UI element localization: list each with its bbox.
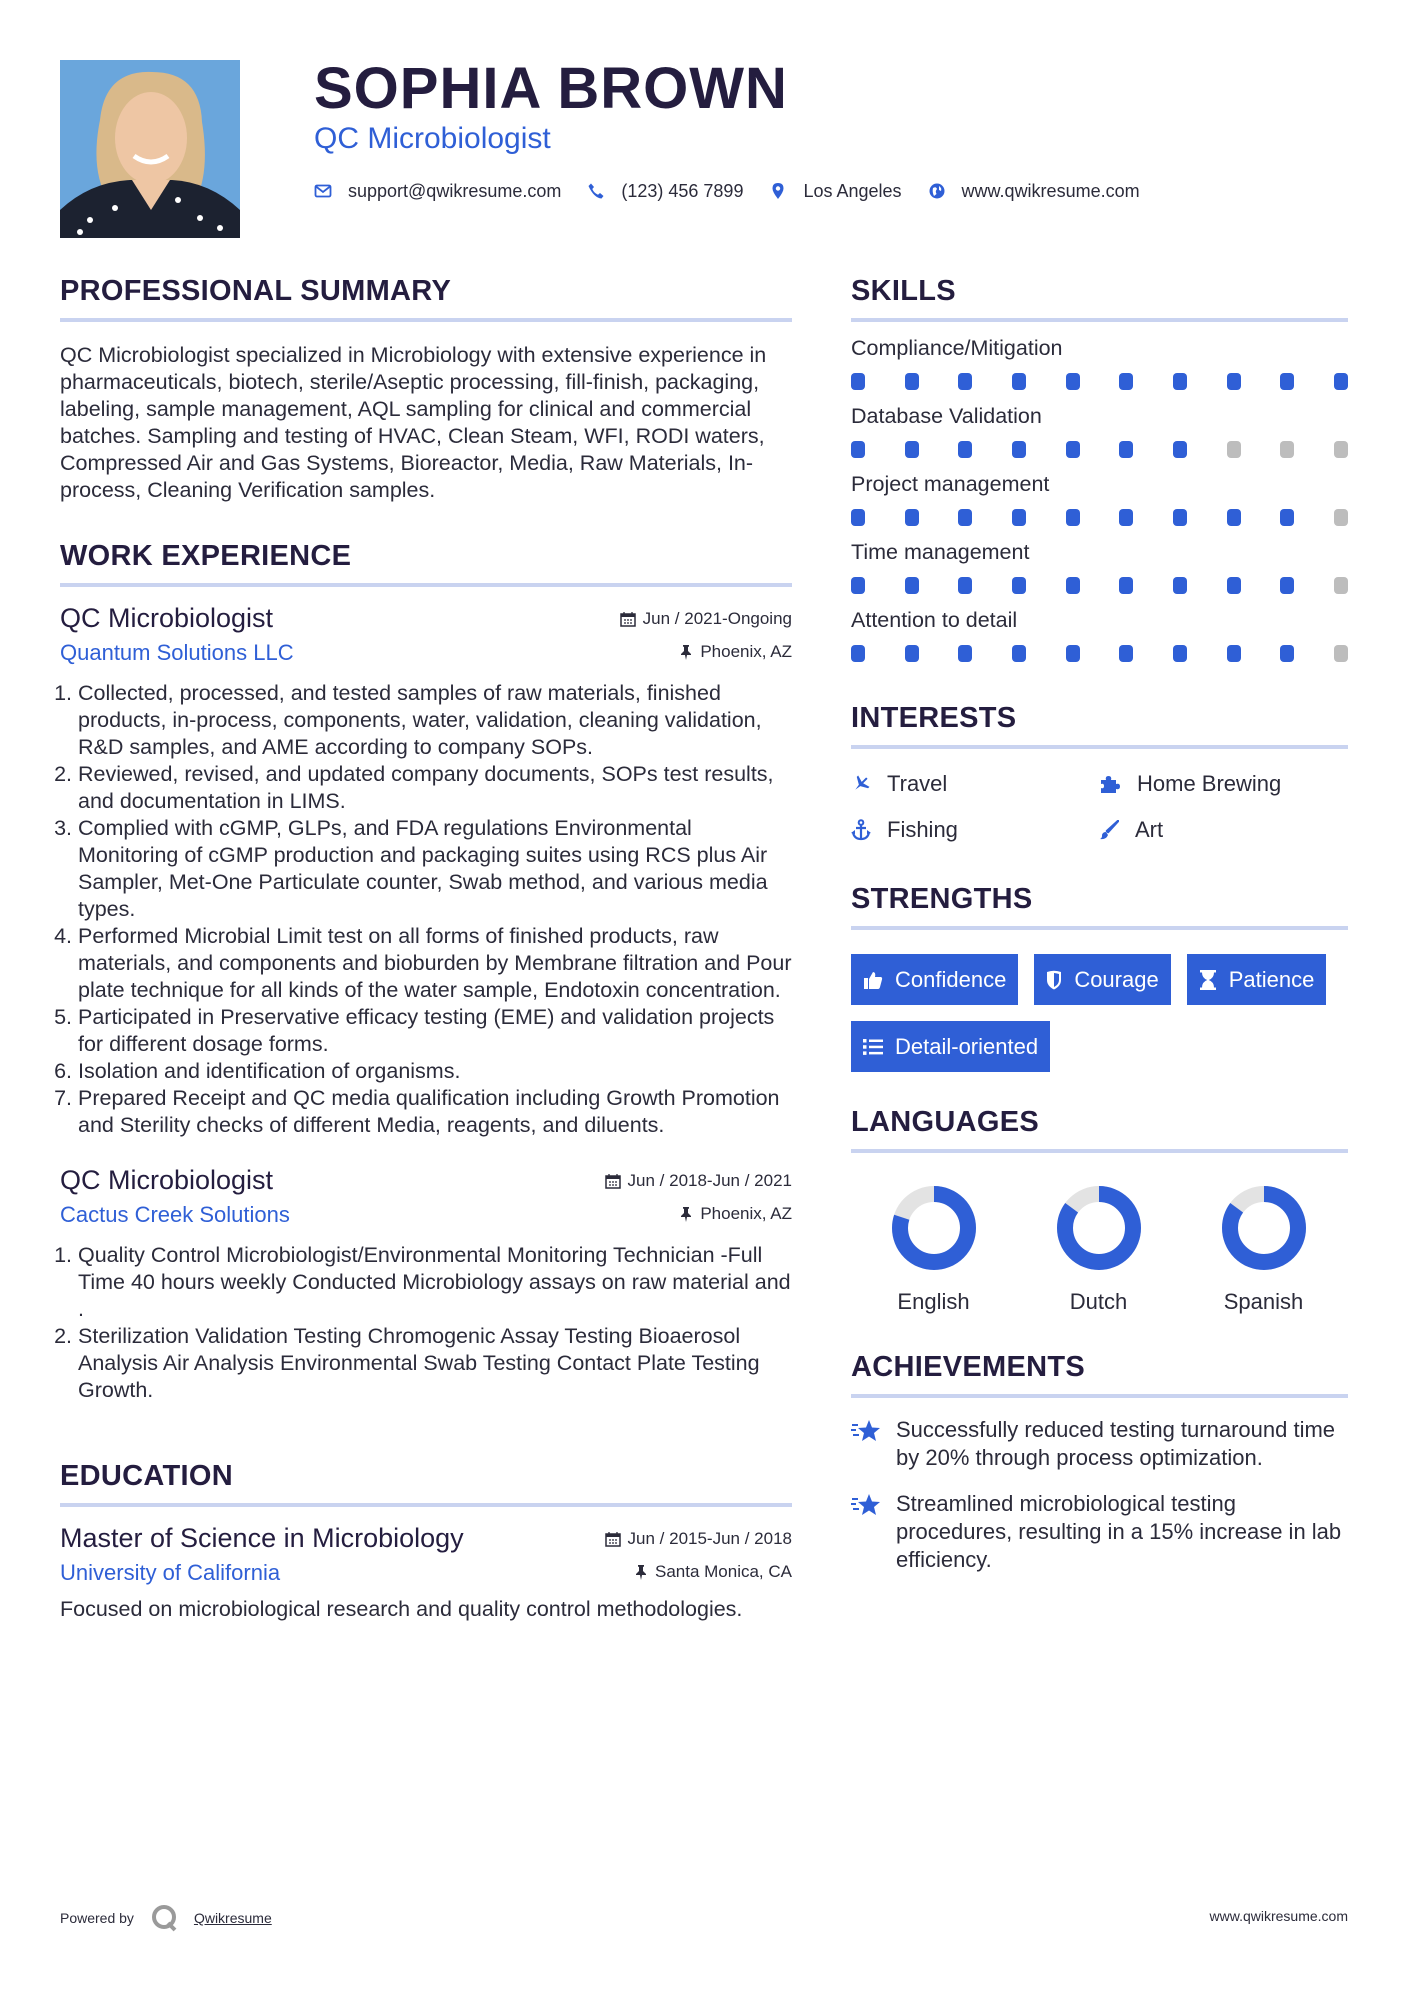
powered-by-label: Powered by	[60, 1910, 134, 1926]
rating-dot-filled	[1280, 645, 1294, 662]
skill-item	[851, 336, 1348, 390]
rating-dot-filled	[1066, 373, 1080, 390]
star-speed-icon	[851, 1492, 883, 1518]
rating-dot-filled	[1173, 577, 1187, 594]
education-heading: EDUCATION	[60, 1460, 792, 1507]
contact-phone[interactable]: (123) 456 7899	[621, 180, 744, 201]
rating-dot-filled	[851, 509, 865, 526]
map-marker-icon	[769, 182, 787, 200]
language-item	[1181, 1185, 1346, 1315]
brand-link[interactable]: Qwikresume	[193, 1910, 272, 1926]
list-item: 4. Performed Microbial Limit test on all forms of finished products, raw materials, and components and bioburden by Membrane filtration and Pour plate technique for all kinds of the water sample, Endotoxin concentration.	[78, 923, 792, 1004]
strength-label: Detail-oriented	[895, 1033, 1039, 1059]
education-description: Focused on microbiological research and quality control methodologies.	[60, 1597, 743, 1621]
strengths-list	[851, 954, 1348, 1072]
education-dates-text: Jun / 2015-Jun / 2018	[627, 1529, 792, 1548]
skill-item	[851, 404, 1348, 458]
rating-dot-filled	[1227, 509, 1241, 526]
job-title: QC Microbiologist	[60, 1165, 274, 1195]
footer-powered	[60, 1903, 272, 1933]
interest-label: Travel	[887, 771, 948, 796]
left-column	[60, 275, 792, 1623]
rating-dot-filled	[1227, 577, 1241, 594]
skill-item	[851, 540, 1348, 594]
list-item: 1. Collected, processed, and tested samples of raw materials, finished products, in-process, components, water, validation, cleaning validation, R&D samples, and AME according to company SOPs.	[78, 680, 792, 761]
duties-list	[60, 1242, 792, 1404]
rating-dot-filled	[1012, 441, 1026, 458]
strength-tag	[851, 954, 1018, 1005]
rating-dot-filled	[958, 577, 972, 594]
rating-dot-filled	[851, 645, 865, 662]
languages-heading: LANGUAGES	[851, 1106, 1348, 1153]
education-entry	[60, 1523, 792, 1623]
interest-item	[1099, 771, 1347, 797]
interest-item	[851, 771, 1099, 797]
rating-dot-filled	[1280, 509, 1294, 526]
shield-icon	[1046, 970, 1062, 990]
achievement-text: Successfully reduced testing turnaround time by 20% through process optimization.	[896, 1417, 1336, 1470]
puzzle-icon	[1099, 774, 1121, 794]
rating-dot-filled	[958, 441, 972, 458]
job-company[interactable]: Cactus Creek Solutions	[60, 1202, 290, 1227]
interests-heading: INTERESTS	[851, 702, 1348, 749]
rating-dot-filled	[1227, 645, 1241, 662]
list-item: 3. Complied with cGMP, GLPs, and FDA regulations Environmental Monitoring of cGMP production and packaging suites using RCS plus Air Sampler, Met-One Particulate counter, Swab method, and various media types.	[78, 815, 792, 923]
rating-dot-filled	[851, 577, 865, 594]
skill-rating	[851, 645, 1348, 662]
job-dates-text: Jun / 2021-Ongoing	[642, 609, 792, 628]
list-item: 1. Quality Control Microbiologist/Environmental Monitoring Technician -Full Time 40 hours weekly Conducted Microbiology assays on raw material and .	[78, 1242, 792, 1323]
rating-dot-filled	[1334, 373, 1348, 390]
strength-label: Patience	[1228, 966, 1315, 992]
rating-dot-filled	[1119, 373, 1133, 390]
language-donut	[1221, 1185, 1307, 1271]
rating-dot-filled	[1066, 645, 1080, 662]
experience-heading: WORK EXPERIENCE	[60, 540, 792, 587]
thumbs-up-icon	[863, 970, 883, 990]
rating-dot-filled	[1173, 373, 1187, 390]
qwikresume-logo-icon	[150, 1903, 180, 1933]
skill-item	[851, 608, 1348, 662]
language-name: Dutch	[1069, 1289, 1128, 1314]
interests-list	[851, 771, 1348, 843]
contact-location: Los Angeles	[803, 180, 902, 201]
job-title: QC Microbiologist	[60, 603, 274, 633]
skill-rating	[851, 509, 1348, 526]
candidate-name: SOPHIA BROWN	[314, 56, 788, 121]
interest-label: Home Brewing	[1137, 771, 1282, 796]
rating-dot-filled	[905, 509, 919, 526]
skill-name: Attention to detail	[851, 608, 1018, 632]
school-name[interactable]: University of California	[60, 1560, 281, 1585]
skills-heading: SKILLS	[851, 275, 1348, 322]
calendar-icon	[605, 1173, 621, 1189]
rating-dot-empty	[1227, 441, 1241, 458]
achievements-list	[851, 1416, 1348, 1574]
strength-label: Confidence	[895, 966, 1007, 992]
footer-website[interactable]: www.qwikresume.com	[1209, 1908, 1348, 1924]
rating-dot-filled	[1066, 509, 1080, 526]
rating-dot-filled	[1012, 577, 1026, 594]
calendar-icon	[620, 611, 636, 627]
job-entry	[60, 1165, 792, 1404]
skill-name: Database Validation	[851, 404, 1042, 428]
achievement-item	[851, 1490, 1348, 1574]
rating-dot-empty	[1334, 577, 1348, 594]
pin-icon	[634, 1564, 648, 1580]
rating-dot-filled	[1119, 577, 1133, 594]
rating-dot-filled	[1280, 373, 1294, 390]
job-dates	[620, 609, 792, 629]
pin-icon	[679, 644, 693, 660]
rating-dot-filled	[851, 441, 865, 458]
rating-dot-filled	[1012, 509, 1026, 526]
rating-dot-filled	[1227, 373, 1241, 390]
rating-dot-filled	[1066, 441, 1080, 458]
achievements-heading: ACHIEVEMENTS	[851, 1351, 1348, 1398]
degree-title: Master of Science in Microbiology	[60, 1523, 464, 1553]
duties-list	[60, 680, 792, 1139]
list-icon	[863, 1038, 883, 1056]
rating-dot-empty	[1334, 441, 1348, 458]
education-dates	[605, 1529, 792, 1549]
rating-dot-filled	[958, 509, 972, 526]
strength-label: Courage	[1074, 966, 1159, 992]
job-location-text: Phoenix, AZ	[700, 642, 792, 661]
job-dates-text: Jun / 2018-Jun / 2021	[627, 1171, 792, 1190]
achievement-text: Streamlined microbiological testing procedures, resulting in a 15% increase in lab efficiency.	[896, 1491, 1342, 1572]
rating-dot-filled	[905, 645, 919, 662]
skill-item	[851, 472, 1348, 526]
summary-heading: PROFESSIONAL SUMMARY	[60, 275, 792, 322]
language-item	[1016, 1185, 1181, 1315]
interest-item	[1099, 817, 1347, 843]
interest-item	[851, 817, 1099, 843]
rating-dot-filled	[851, 373, 865, 390]
anchor-icon	[851, 819, 871, 841]
list-item: 2. Reviewed, revised, and updated company documents, SOPs test results, and documentation in LIMS.	[78, 761, 792, 815]
list-item: 5. Participated in Preservative efficacy testing (EME) and validation projects for different dosage forms.	[78, 1004, 792, 1058]
skill-name: Time management	[851, 540, 1030, 564]
skills-list	[851, 336, 1348, 662]
rating-dot-filled	[1119, 645, 1133, 662]
achievement-item	[851, 1416, 1348, 1472]
education-location	[634, 1562, 792, 1582]
profile-photo	[60, 60, 240, 238]
skill-name: Compliance/Mitigation	[851, 336, 1063, 360]
skill-rating	[851, 441, 1348, 458]
rating-dot-filled	[1012, 645, 1026, 662]
language-donut	[891, 1185, 977, 1271]
interest-label: Fishing	[887, 817, 958, 842]
list-item: 2. Sterilization Validation Testing Chromogenic Assay Testing Bioaerosol Analysis Air Analysis Environmental Swab Testing Contact Plate Testing Growth.	[78, 1323, 792, 1404]
job-location-text: Phoenix, AZ	[700, 1204, 792, 1223]
rating-dot-filled	[905, 441, 919, 458]
contact-email[interactable]: support@qwikresume.com	[348, 180, 562, 201]
rating-dot-filled	[905, 373, 919, 390]
rating-dot-empty	[1334, 509, 1348, 526]
calendar-icon	[605, 1531, 621, 1547]
interest-label: Art	[1135, 817, 1164, 842]
rating-dot-filled	[1119, 509, 1133, 526]
job-location	[679, 642, 792, 662]
languages-list	[851, 1185, 1348, 1315]
job-dates	[605, 1171, 792, 1191]
job-company[interactable]: Quantum Solutions LLC	[60, 640, 294, 665]
globe-icon	[928, 182, 946, 200]
contact-bar	[314, 178, 1166, 204]
hourglass-icon	[1199, 970, 1217, 990]
education-location-text: Santa Monica, CA	[654, 1562, 792, 1581]
rating-dot-filled	[1119, 441, 1133, 458]
envelope-icon	[314, 182, 332, 200]
rating-dot-filled	[1173, 645, 1187, 662]
strength-tag	[1187, 954, 1327, 1005]
skill-rating	[851, 577, 1348, 594]
summary-text: QC Microbiologist specialized in Microbiology with extensive experience in pharmaceuticals, biotech, sterile/Aseptic processing, fill-finish, packaging, labeling, sample management, AQL sampling for clinical and commercial batches. Sampling and testing of HVAC, Clean Steam, WFI, RODI waters, Compressed Air and Gas Systems, Bioreactor, Media, Raw Materials, In-process, Cleaning Verification samples.	[60, 343, 767, 502]
rating-dot-empty	[1334, 645, 1348, 662]
language-name: English	[897, 1289, 970, 1314]
strengths-heading: STRENGTHS	[851, 883, 1348, 930]
strength-tag	[1034, 954, 1170, 1005]
list-item: 7. Prepared Receipt and QC media qualification including Growth Promotion and Sterility checks of different Media, reagents, and diluents.	[78, 1085, 792, 1139]
job-location	[679, 1204, 792, 1224]
list-item: 6. Isolation and identification of organisms.	[78, 1058, 792, 1085]
language-item	[851, 1185, 1016, 1315]
rating-dot-filled	[905, 577, 919, 594]
language-name: Spanish	[1223, 1289, 1304, 1314]
skill-name: Project management	[851, 472, 1050, 496]
rating-dot-filled	[1173, 509, 1187, 526]
star-speed-icon	[851, 1418, 883, 1444]
rating-dot-filled	[958, 373, 972, 390]
right-column	[851, 275, 1348, 1574]
contact-website[interactable]: www.qwikresume.com	[961, 180, 1140, 201]
rating-dot-empty	[1280, 441, 1294, 458]
job-entry	[60, 603, 792, 1139]
strength-tag	[851, 1021, 1050, 1072]
brush-icon	[1099, 820, 1119, 840]
rating-dot-filled	[958, 645, 972, 662]
candidate-role: QC Microbiologist	[314, 122, 551, 155]
pin-icon	[679, 1206, 693, 1222]
skill-rating	[851, 373, 1348, 390]
plane-icon	[851, 774, 871, 794]
rating-dot-filled	[1066, 577, 1080, 594]
rating-dot-filled	[1173, 441, 1187, 458]
rating-dot-filled	[1012, 373, 1026, 390]
language-donut	[1056, 1185, 1142, 1271]
rating-dot-filled	[1280, 577, 1294, 594]
phone-icon	[587, 182, 605, 200]
